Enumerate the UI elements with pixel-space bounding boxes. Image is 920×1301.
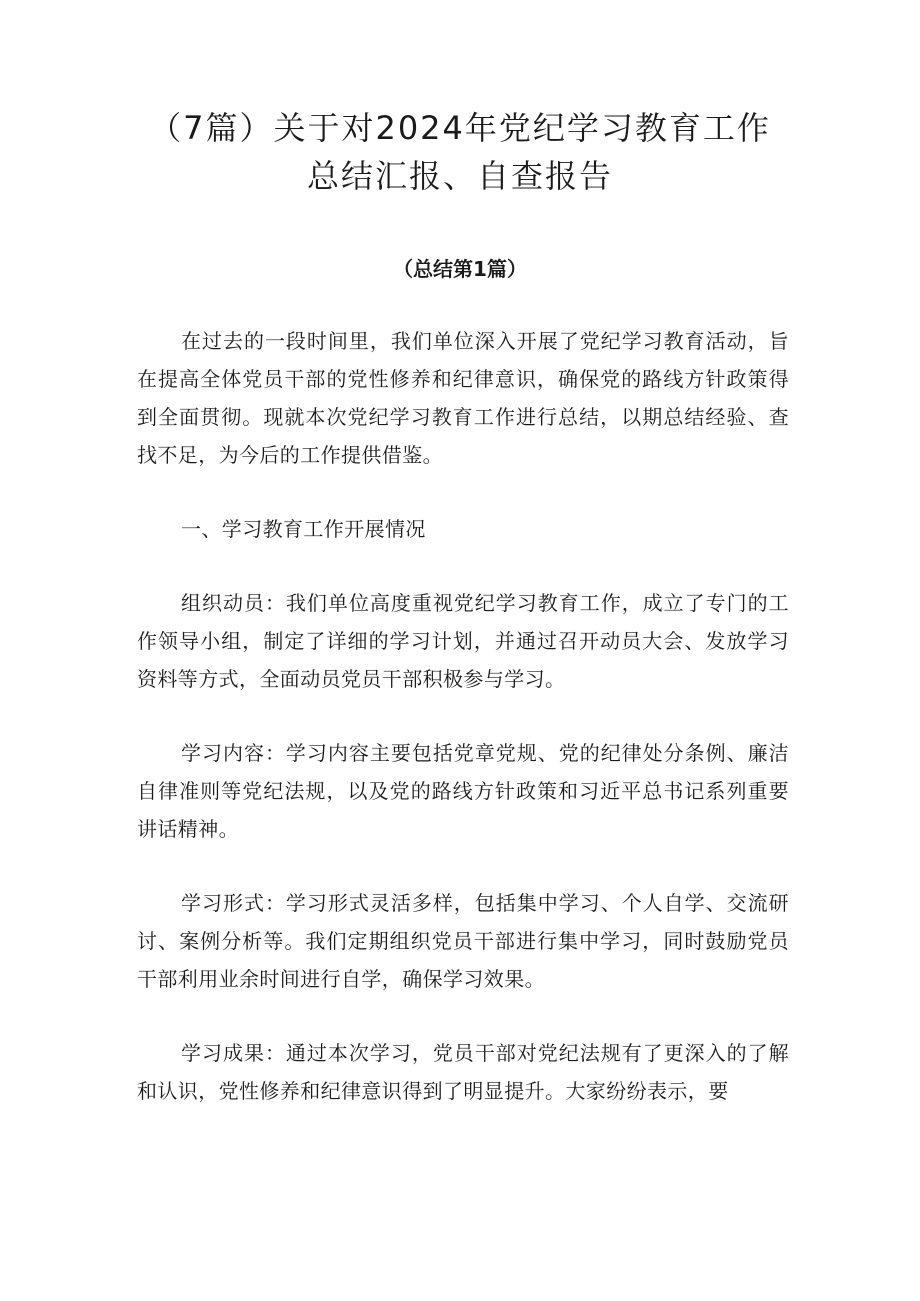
paragraph-content: 学习内容：学习内容主要包括党章党规、党的纪律处分条例、廉洁自律准则等党纪法规，以及党的路线方针政策和习近平总书记系列重要讲话精神。 bbox=[137, 741, 789, 841]
paragraph-form: 学习形式：学习形式灵活多样，包括集中学习、个人自学、交流研讨、案例分析等。我们定期组织党员干部进行集中学习，同时鼓励党员干部利用业余时间进行自学，确保学习效果。 bbox=[137, 891, 789, 991]
paragraph-organization: 组织动员：我们单位高度重视党纪学习教育工作，成立了专门的工作领导小组，制定了详细的学习计划，并通过召开动员大会、发放学习资料等方式，全面动员党员干部积极参与学习。 bbox=[137, 591, 789, 691]
title-line-2: 总结汇报、自查报告 bbox=[306, 157, 613, 195]
title-line-1: （7篇）关于对2024年党纪学习教育工作 bbox=[149, 109, 771, 147]
section-subtitle: （总结第1篇） bbox=[393, 257, 527, 281]
paragraph-results: 学习成果：通过本次学习，党员干部对党纪法规有了更深入的了解和认识，党性修养和纪律意识得到了明显提升。大家纷纷表示，要 bbox=[137, 1041, 789, 1103]
section-heading-1: 一、学习教育工作开展情况 bbox=[181, 517, 426, 541]
document-title bbox=[0, 104, 920, 200]
document-body bbox=[137, 322, 789, 1146]
paragraph-intro: 在过去的一段时间里，我们单位深入开展了党纪学习教育活动，旨在提高全体党员干部的党性修养和纪律意识，确保党的路线方针政策得到全面贯彻。现就本次党纪学习教育工作进行总结，以期总结经验、查找不足，为今后的工作提供借鉴。 bbox=[137, 329, 789, 467]
